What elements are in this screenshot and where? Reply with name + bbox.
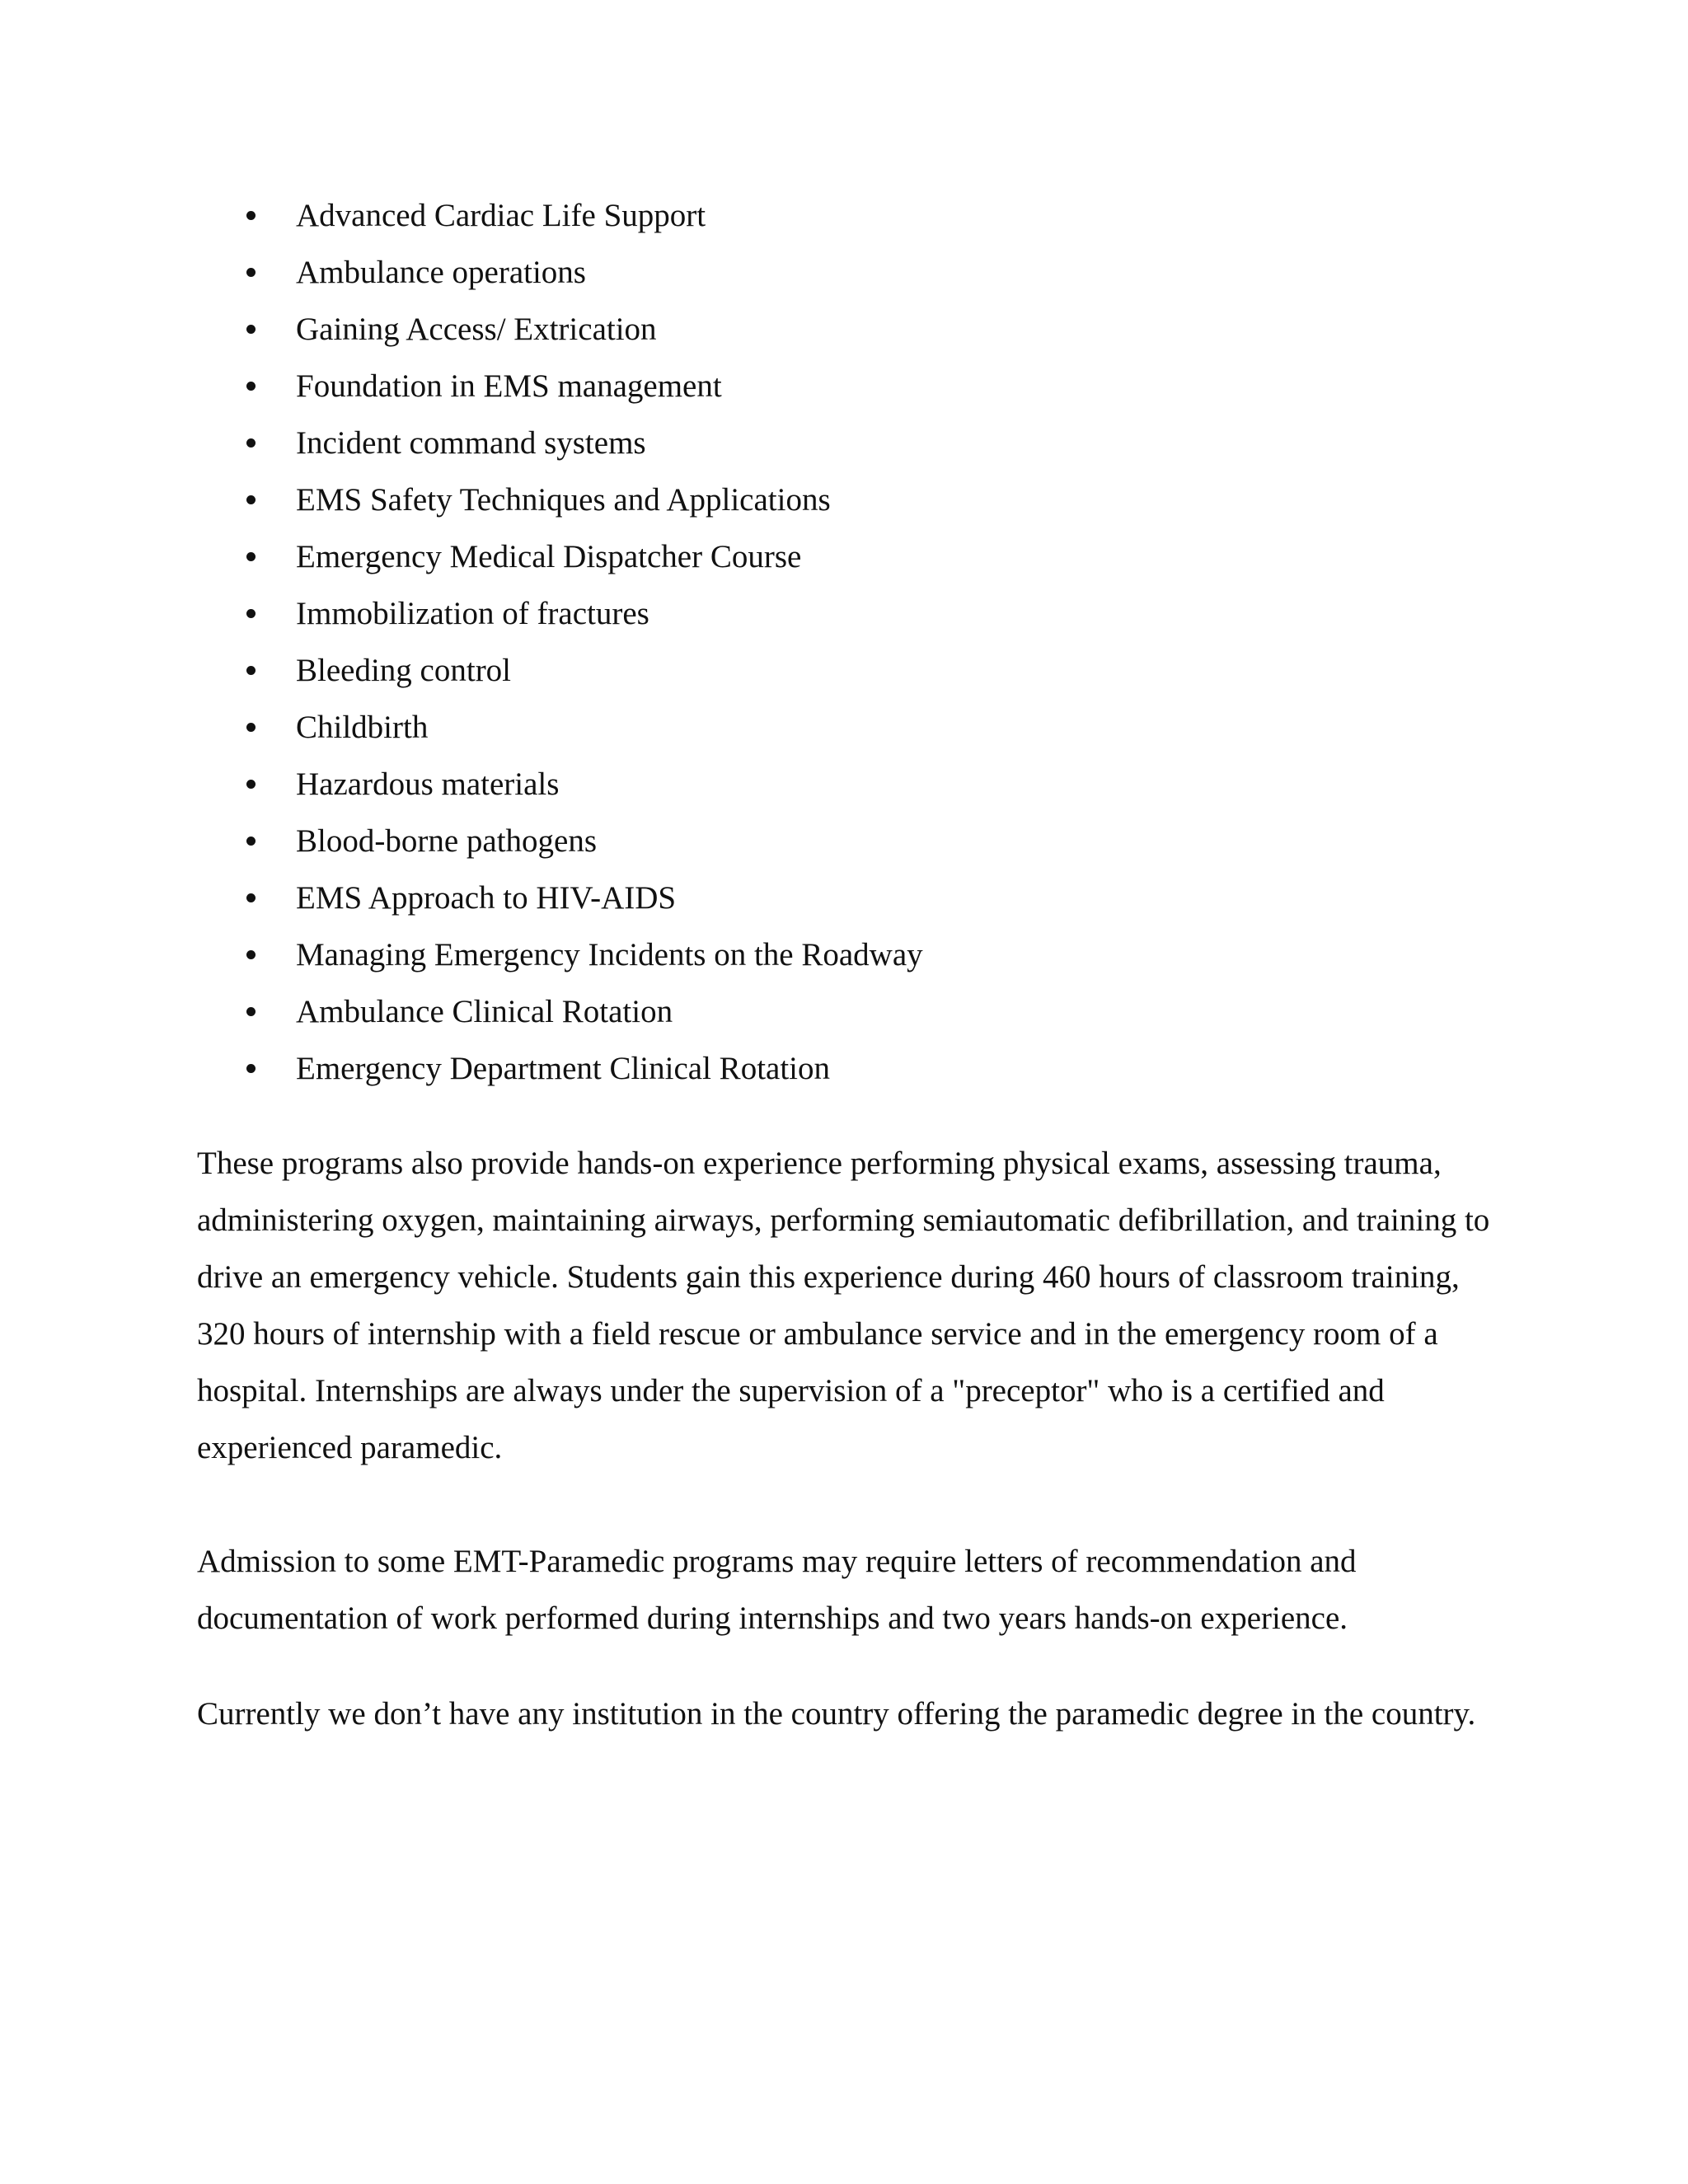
bullet-icon [246,211,256,220]
list-item [0,991,1688,1041]
list-item-text: EMS Safety Techniques and Applications [296,482,831,518]
list-item-text: Blood-borne pathogens [296,823,598,859]
list-item [0,821,1688,870]
list-item-text: Foundation in EMS management [296,368,722,404]
list-item [0,593,1688,643]
list-item-text: Gaining Access/ Extrication [296,312,657,347]
list-item-text: Hazardous materials [296,766,560,802]
bullet-icon [246,666,256,675]
list-item [0,195,1688,245]
list-item-text: Advanced Cardiac Life Support [296,198,706,233]
list-item-text: Childbirth [296,710,429,745]
bullet-icon [246,325,256,334]
list-item-text: Emergency Medical Dispatcher Course [296,539,802,574]
bullet-icon [246,552,256,561]
list-item [0,480,1688,529]
bullet-icon [246,609,256,618]
list-item-text: EMS Approach to HIV-AIDS [296,880,677,916]
list-item [0,252,1688,302]
bullet-icon [246,723,256,732]
bullet-icon [246,495,256,504]
list-item-text: Incident command systems [296,425,646,461]
list-item [0,935,1688,984]
list-item-text: Managing Emergency Incidents on the Roadway [296,937,923,972]
bullet-icon [246,893,256,902]
availability-paragraph: Currently we don’t have any institution in the country offering the paramedic degree in the country. [197,1696,1476,1732]
list-item [0,366,1688,415]
list-item-text: Ambulance operations [296,255,586,290]
list-item-text: Ambulance Clinical Rotation [296,994,673,1029]
list-item [0,707,1688,757]
list-item [0,764,1688,813]
list-item-text: Emergency Department Clinical Rotation [296,1051,831,1086]
list-item [0,1048,1688,1098]
list-item-text: Immobilization of fractures [296,596,649,631]
list-item [0,537,1688,586]
bullet-icon [246,1064,256,1073]
bullet-icon [246,438,256,448]
list-item-text: Bleeding control [296,653,512,688]
bullet-icon [246,1007,256,1016]
list-item [0,423,1688,472]
bullet-icon [246,780,256,789]
hands-on-paragraph: These programs also provide hands-on experience performing physical exams, assessing trauma, administering oxygen, maintaining airways, performing semiautomatic defibrillation, and training to drive an emergency vehicle. Students gain this experience during 460 hours of classroom training, 320 hours of internship with a field rescue or ambulance service and in the emergency room of a hospital. Internships are always under the supervision of a "preceptor" who is a certified and experienced paramedic. [197,1146,1490,1465]
bullet-icon [246,382,256,391]
list-item [0,650,1688,700]
list-item [0,878,1688,927]
bullet-icon [246,837,256,846]
admission-paragraph: Admission to some EMT-Paramedic programs may require letters of recommendation and documentation of work performed during internships and two years hands-on experience. [197,1544,1357,1636]
bullet-icon [246,950,256,959]
list-item [0,309,1688,359]
bullet-icon [246,268,256,277]
